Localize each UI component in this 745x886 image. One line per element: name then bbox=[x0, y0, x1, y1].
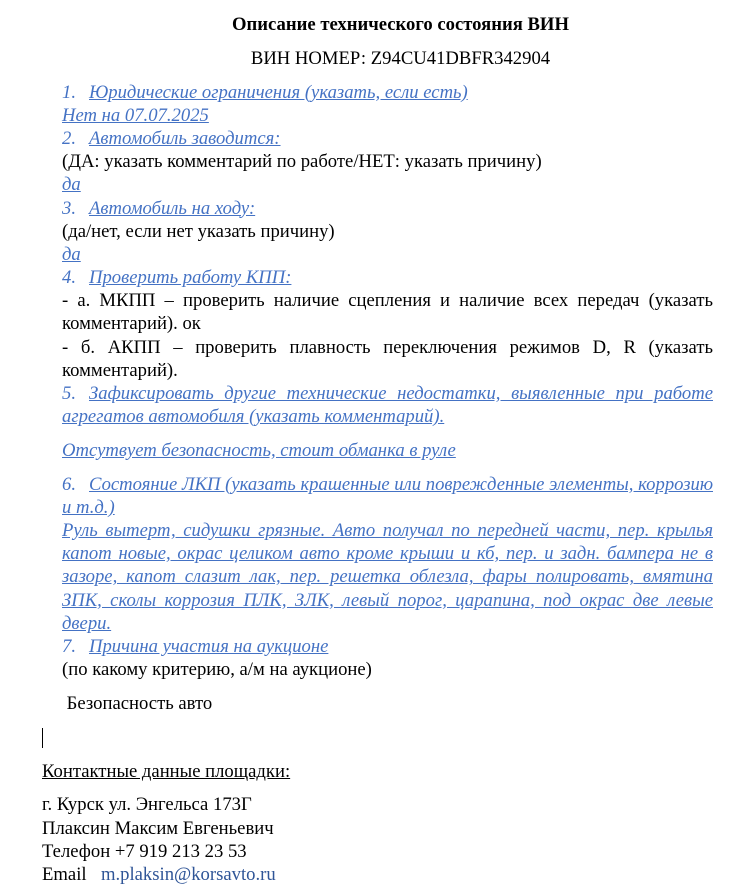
list-item-5-heading bbox=[62, 382, 713, 428]
list-item-1-heading bbox=[62, 81, 713, 104]
contacts-heading: Контактные данные площадки: bbox=[42, 760, 291, 782]
list-item-number: 2. bbox=[62, 128, 76, 149]
list-item-heading-text: Юридические ограничения (указать, если есть) bbox=[89, 81, 468, 103]
contact-person: Плаксин Максим Евгеньевич bbox=[42, 817, 274, 839]
contact-email-link[interactable]: m.plaksin@korsavto.ru bbox=[100, 863, 276, 885]
contact-address: г. Курск ул. Энгельса 173Г bbox=[42, 794, 252, 816]
inspection-list bbox=[62, 81, 713, 715]
text-cursor bbox=[42, 728, 43, 748]
list-item-number: 1. bbox=[62, 81, 76, 103]
document-body bbox=[42, 13, 713, 886]
list-item-7-answer: Безопасность авто bbox=[66, 692, 213, 714]
contact-email-label: Email bbox=[42, 863, 87, 885]
list-item-4-check-automatic: - б. АКПП – проверить плавность переключения режимов D, R (указать комментарий). bbox=[62, 336, 713, 381]
list-item-number: 7. bbox=[62, 635, 76, 657]
list-item-3-heading bbox=[62, 197, 713, 220]
list-item-heading-text: Автомобиль заводится: bbox=[89, 128, 281, 149]
list-item-6-answer: Руль вытерт, сидушки грязные. Авто получал по передней части, пер. крылья капот новые, окрас целиком авто кроме крыши и кб, пер. и задн. бампера не в зазоре, капот слазит лак, пер. решетка облезла, фары полировать, вмятина ЗПК, сколы коррозия ПЛК, ЗЛК, левый порог, царапина, под окрас две левые двери. bbox=[62, 520, 713, 634]
list-item-number: 6. bbox=[62, 473, 76, 495]
contact-phone-number: +7 919 213 23 53 bbox=[114, 840, 247, 862]
contacts-heading-line bbox=[42, 760, 713, 783]
contact-phone-label: Телефон bbox=[42, 840, 111, 862]
list-item-4-check-manual: - а. МКПП – проверить наличие сцепления и наличие всех передач (указать комментарий). ок bbox=[62, 290, 713, 335]
list-item-3-hint: (да/нет, если нет указать причину) bbox=[62, 220, 335, 242]
list-item-2-heading bbox=[62, 127, 713, 150]
list-item-number: 3. bbox=[62, 197, 76, 219]
list-item-heading-text: Зафиксировать другие технические недостатки, выявленные при работе агрегатов автомобиля (указать комментарий). bbox=[62, 382, 713, 428]
list-item-7-hint: (по какому критерию, а/м на аукционе) bbox=[62, 659, 372, 681]
list-item-number: 5. bbox=[62, 382, 76, 404]
list-item-4-heading bbox=[62, 266, 713, 289]
empty-paragraph bbox=[42, 726, 713, 749]
list-item-3-answer: да bbox=[62, 243, 81, 265]
list-item-heading-text: Причина участия на аукционе bbox=[89, 635, 329, 657]
document-title: Описание технического состояния ВИН bbox=[232, 14, 569, 35]
list-item-5-answer: Отсутвует безопасность, стоит обманка в руле bbox=[62, 439, 456, 461]
list-item-number: 4. bbox=[62, 267, 76, 289]
list-item-2-answer: да bbox=[62, 174, 81, 196]
contact-phone-line bbox=[42, 840, 713, 863]
list-item-heading-text: Проверить работу КПП: bbox=[89, 267, 292, 289]
list-item-1-answer: Нет на 07.07.2025 bbox=[62, 104, 209, 126]
list-item-heading-text: Состояние ЛКП (указать крашенные или поврежденные элементы, коррозию и т.д.) bbox=[62, 473, 713, 518]
list-item-heading-text: Автомобиль на ходу: bbox=[89, 197, 256, 219]
list-item-6-heading bbox=[62, 473, 713, 519]
list-item-2-hint: (ДА: указать комментарий по работе/НЕТ: указать причину) bbox=[62, 151, 542, 173]
vin-number-line: ВИН НОМЕР: Z94CU41DBFR342904 bbox=[250, 47, 551, 69]
contacts-block bbox=[42, 760, 713, 886]
list-item-7-heading bbox=[62, 635, 713, 658]
